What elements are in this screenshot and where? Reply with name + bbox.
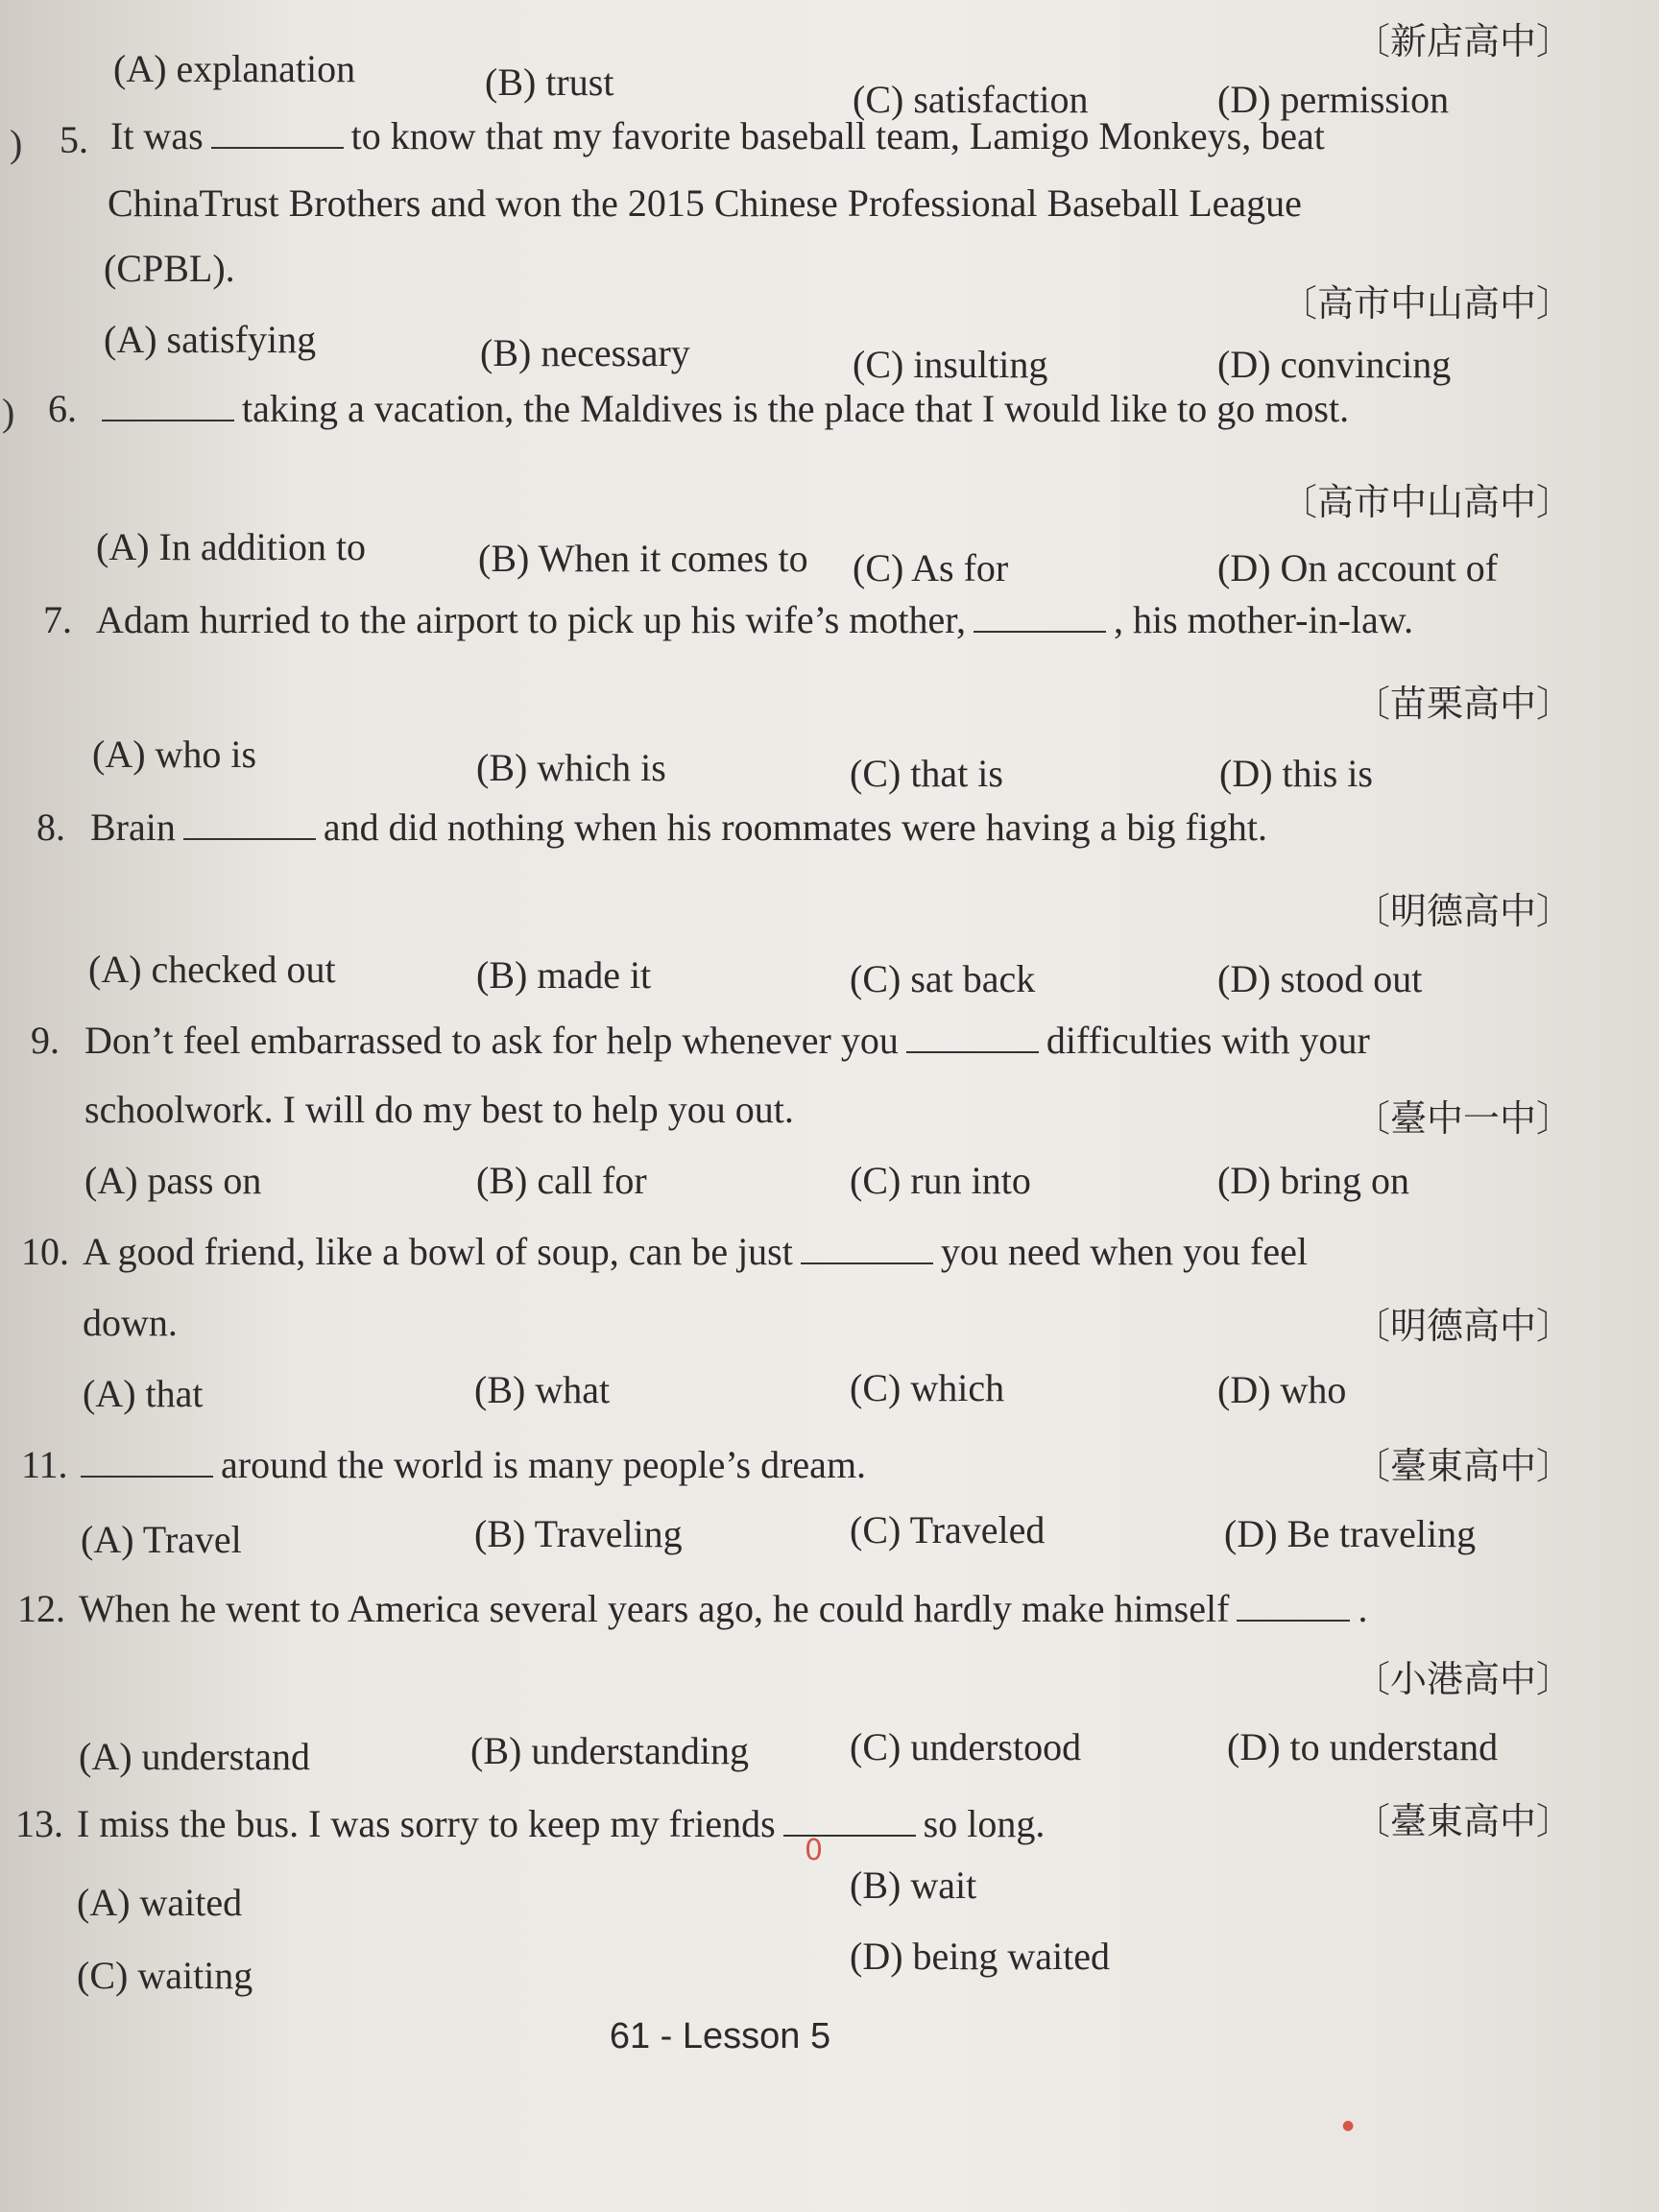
option-c: (C) satisfaction bbox=[853, 78, 1089, 121]
question-number: 5. bbox=[60, 118, 88, 161]
option-a: (A) checked out bbox=[88, 948, 336, 991]
option-c: (C) run into bbox=[850, 1159, 1031, 1202]
option-a: (A) waited bbox=[77, 1881, 243, 1924]
option-a: (A) Travel bbox=[81, 1518, 242, 1561]
option-c: (C) Traveled bbox=[850, 1508, 1046, 1551]
question-text: When he went to America several years ago, he could hardly make himself . bbox=[79, 1587, 1368, 1630]
source-label: 〔臺中一中〕 bbox=[1353, 1097, 1573, 1140]
question-text: taking a vacation, the Maldives is the place that I would like to go most. bbox=[96, 386, 1349, 431]
question-text: A good friend, like a bowl of soup, can be just you need when you feel bbox=[83, 1230, 1308, 1273]
option-c: (C) insulting bbox=[853, 343, 1048, 386]
worksheet-page: 〔新店高中〕 (A) explanation (B) trust (C) satisfaction (D) permission ) 5. It was to know that my favorite baseball team, Lamigo Monkeys, beat ChinaTrust Brothers and won the 2015 Chinese Professional Baseball League (CPBL). 〔高市中山高中〕 (A) satisfying (B) necessary (C) insulting (D) convincing ) 6. taking a vacation, the Maldives is the place that I would like to go most. 〔高市中山高中〕 (A) In addition to (B) When it comes to (C) As for (D) On account of 7. Adam hurried to the airport to pick up his wife’s mother, , his mother-in-law. 〔苗栗高中〕 (A) who is (B) which is (C) that is (D) this is 8. Brain and did nothing when his roommates were having a big fight. 〔明德高中〕 (A) checked out (B) made it (C) sat back (D) stood out 9. Don’t feel embarrassed to ask for help whenever you difficulties with your schoolwork. I will do my best to help you out. 〔臺中一中〕 (A) pass on (B) call for (C) run into (D) bring on 10. A good friend, like a bowl of soup, can be just you need when you feel down. 〔明德高中〕 (A) that (B) what (C) which (D) who 11. around the world is many people’s dream. 〔臺東高中〕 (A) Travel (B) Traveling (C) Traveled (D) Be traveling 12. When he went to America several years ago, he could hardly make himself . 〔小港高中〕 (A) understand (B) understanding (C) understood (D) to understand 13. I miss the bus. I was sorry to keep my friends so long. 〔臺東高中〕 (A) waited (B) wait (C) waiting (D) being waited 0 ● 61 - Lesson 5 bbox=[0, 0, 1659, 2212]
question-text: schoolwork. I will do my best to help you out. bbox=[84, 1088, 794, 1131]
question-number: 11. bbox=[21, 1443, 68, 1486]
option-d: (D) bring on bbox=[1217, 1159, 1409, 1202]
option-a: (A) that bbox=[83, 1372, 204, 1415]
option-b: (B) trust bbox=[485, 60, 614, 104]
option-c: (C) that is bbox=[850, 752, 1003, 795]
option-c: (C) As for bbox=[853, 546, 1009, 589]
option-d: (D) who bbox=[1217, 1368, 1347, 1411]
option-d: (D) convincing bbox=[1217, 343, 1452, 386]
question-number: 8. bbox=[36, 805, 65, 849]
question-number: 6. bbox=[48, 387, 77, 430]
pen-dot: ● bbox=[1342, 2118, 1355, 2133]
option-b: (B) made it bbox=[476, 953, 652, 997]
option-d: (D) this is bbox=[1219, 752, 1373, 795]
question-text: Brain and did nothing when his roommates were having a big fight. bbox=[90, 805, 1268, 849]
option-a: (A) pass on bbox=[84, 1159, 262, 1202]
option-b: (B) Traveling bbox=[474, 1512, 683, 1555]
option-d: (D) Be traveling bbox=[1224, 1512, 1477, 1555]
option-b: (B) which is bbox=[476, 746, 666, 789]
source-label: 〔新店高中〕 bbox=[1353, 20, 1573, 62]
question-text: ChinaTrust Brothers and won the 2015 Chinese Professional Baseball League bbox=[108, 181, 1302, 225]
option-c: (C) which bbox=[850, 1366, 1005, 1409]
question-text: Don’t feel embarrassed to ask for help whenever you difficulties with your bbox=[84, 1019, 1370, 1062]
page-footer: 61 - Lesson 5 bbox=[609, 2016, 831, 2056]
option-b: (B) what bbox=[474, 1368, 611, 1411]
question-text: around the world is many people’s dream. bbox=[81, 1442, 866, 1487]
source-label: 〔高市中山高中〕 bbox=[1280, 481, 1573, 523]
option-c: (C) understood bbox=[850, 1725, 1082, 1768]
option-a: (A) explanation bbox=[113, 47, 356, 90]
source-label: 〔臺東高中〕 bbox=[1353, 1445, 1573, 1487]
option-c: (C) sat back bbox=[850, 957, 1036, 1000]
question-text: It was to know that my favorite baseball team, Lamigo Monkeys, beat bbox=[110, 114, 1325, 157]
question-number: 7. bbox=[43, 598, 72, 641]
question-text: (CPBL). bbox=[104, 247, 235, 290]
question-number: 9. bbox=[31, 1019, 60, 1062]
option-b: (B) wait bbox=[850, 1863, 977, 1907]
source-label: 〔臺東高中〕 bbox=[1353, 1800, 1573, 1842]
question-number: 13. bbox=[15, 1802, 63, 1845]
option-b: (B) call for bbox=[476, 1159, 647, 1202]
question-number: 10. bbox=[21, 1230, 69, 1273]
question-text: I miss the bus. I was sorry to keep my friends so long. bbox=[77, 1802, 1046, 1845]
question-text: down. bbox=[83, 1301, 178, 1344]
option-a: (A) In addition to bbox=[96, 525, 367, 568]
option-a: (A) who is bbox=[92, 733, 257, 776]
option-b: (B) understanding bbox=[470, 1729, 749, 1772]
option-a: (A) understand bbox=[79, 1735, 311, 1778]
option-a: (A) satisfying bbox=[104, 318, 317, 361]
option-d: (D) stood out bbox=[1217, 957, 1423, 1000]
option-d: (D) to understand bbox=[1227, 1725, 1499, 1768]
option-d: (D) On account of bbox=[1217, 546, 1499, 589]
source-label: 〔明德高中〕 bbox=[1353, 1305, 1573, 1347]
option-d: (D) permission bbox=[1217, 78, 1450, 121]
question-text: Adam hurried to the airport to pick up his wife’s mother, , his mother-in-law. bbox=[96, 598, 1414, 641]
source-label: 〔苗栗高中〕 bbox=[1353, 683, 1573, 725]
question-number: 12. bbox=[17, 1587, 65, 1630]
option-c: (C) waiting bbox=[77, 1954, 253, 1997]
source-label: 〔小港高中〕 bbox=[1353, 1658, 1573, 1700]
pen-mark: 0 bbox=[805, 1834, 824, 1867]
source-label: 〔明德高中〕 bbox=[1353, 890, 1573, 932]
option-b: (B) necessary bbox=[480, 331, 690, 374]
option-d: (D) being waited bbox=[850, 1935, 1111, 1978]
source-label: 〔高市中山高中〕 bbox=[1280, 282, 1573, 325]
option-b: (B) When it comes to bbox=[478, 537, 808, 580]
